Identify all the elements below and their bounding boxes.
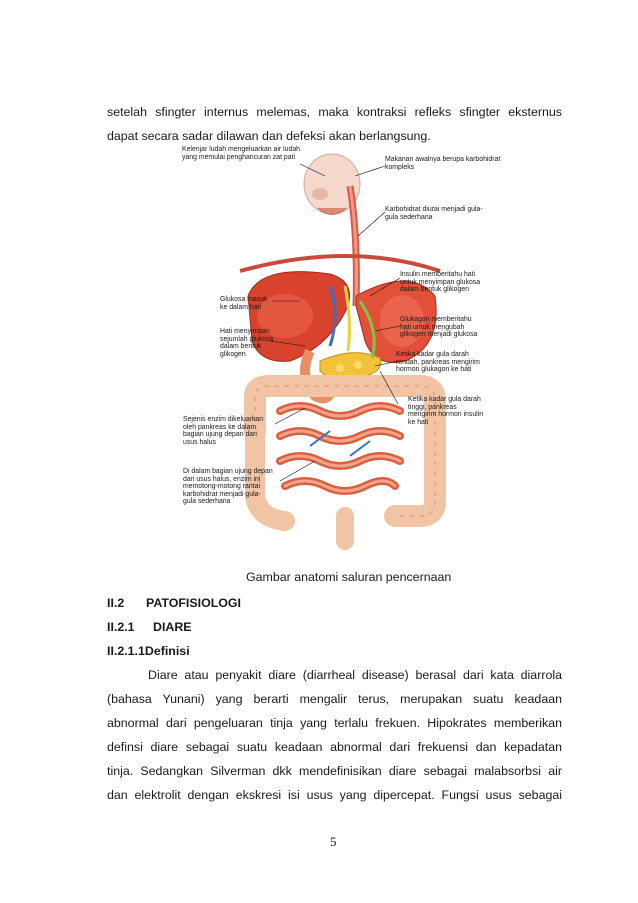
- body-line-2: (bahasa Yunani) yang berarti mengalir terus, merupakan suatu keadaan: [107, 692, 562, 706]
- figure-caption: Gambar anatomi saluran pencernaan: [246, 570, 452, 584]
- body-line-5: tinja. Sedangkan Silverman dkk mendefinisikan diare sebagai malabsorbsi air: [107, 764, 562, 778]
- label-high-sugar: Ketika kadar gula darah tinggi, pankreas mengirim hormon insulin ke hati: [408, 396, 484, 426]
- label-low-sugar: Ketika kadar gula darah rendah, pankreas mengirim hormon glukagon ke hati: [396, 351, 480, 374]
- label-salivary: Kelenjar ludah mengeluarkan air ludah yang memulai penghancuran zat pati: [182, 146, 300, 161]
- label-glucagon: Glukagon memberitahu hati untuk mengubah glikogen menjadi glukosa: [400, 316, 478, 339]
- body-line-3: abnormal dari pengeluaran tinja yang terlalu frekuen. Hipokrates memberikan: [107, 716, 562, 730]
- body-line-6: dan elektrolit dengan ekskresi isi usus yang dipercepat. Fungsi usus sebagai: [107, 788, 562, 802]
- intro-line-2: dapat secara sadar dilawan dan defeksi akan berlangsung.: [107, 129, 431, 143]
- section-number: II.2: [107, 596, 125, 610]
- label-insulin: Insulin memberitahu hati untuk menyimpan glukosa dalam bentuk glikogen: [400, 271, 481, 294]
- label-glucose-liver: Glukosa masuk ke dalam hati: [220, 296, 268, 311]
- subsection-number: II.2.1: [107, 620, 135, 634]
- subsubsection-heading: II.2.1.1Definisi: [107, 644, 190, 658]
- label-liver-store: Hati menyimpan sejumlah glukosa dalam bentuk glikogen: [220, 328, 274, 358]
- label-intestine: Di dalam bagian ujung depan dari usus halus, enzim ini memotong-motong rantai karbohidrat menjadi gula- gula sederhana: [183, 468, 273, 506]
- intro-line-1: setelah sfingter internus melemas, maka kontraksi refleks sfingter eksternus: [107, 105, 562, 119]
- label-carb-split: Karbohidrat diurai menjadi gula- gula sederhana: [385, 206, 483, 221]
- section-title: PATOFISIOLOGI: [146, 596, 241, 610]
- label-enzyme: Sejenis enzim dikeluarkan oleh pankreas ke dalam bagian ujung depan dari usus halus: [183, 416, 264, 446]
- body-line-4: definsi diare sebagai suatu keadaan abnormal dari frekuensi dan kepadatan: [107, 740, 562, 754]
- subsection-title: DIARE: [153, 620, 192, 634]
- body-line-1: Diare atau penyakit diare (diarrheal disease) berasal dari kata diarrola: [148, 668, 562, 682]
- anatomy-figure: [180, 146, 506, 556]
- page-number: 5: [330, 834, 337, 849]
- label-food: Makanan awalnya berupa karbohidrat kompleks: [385, 156, 501, 171]
